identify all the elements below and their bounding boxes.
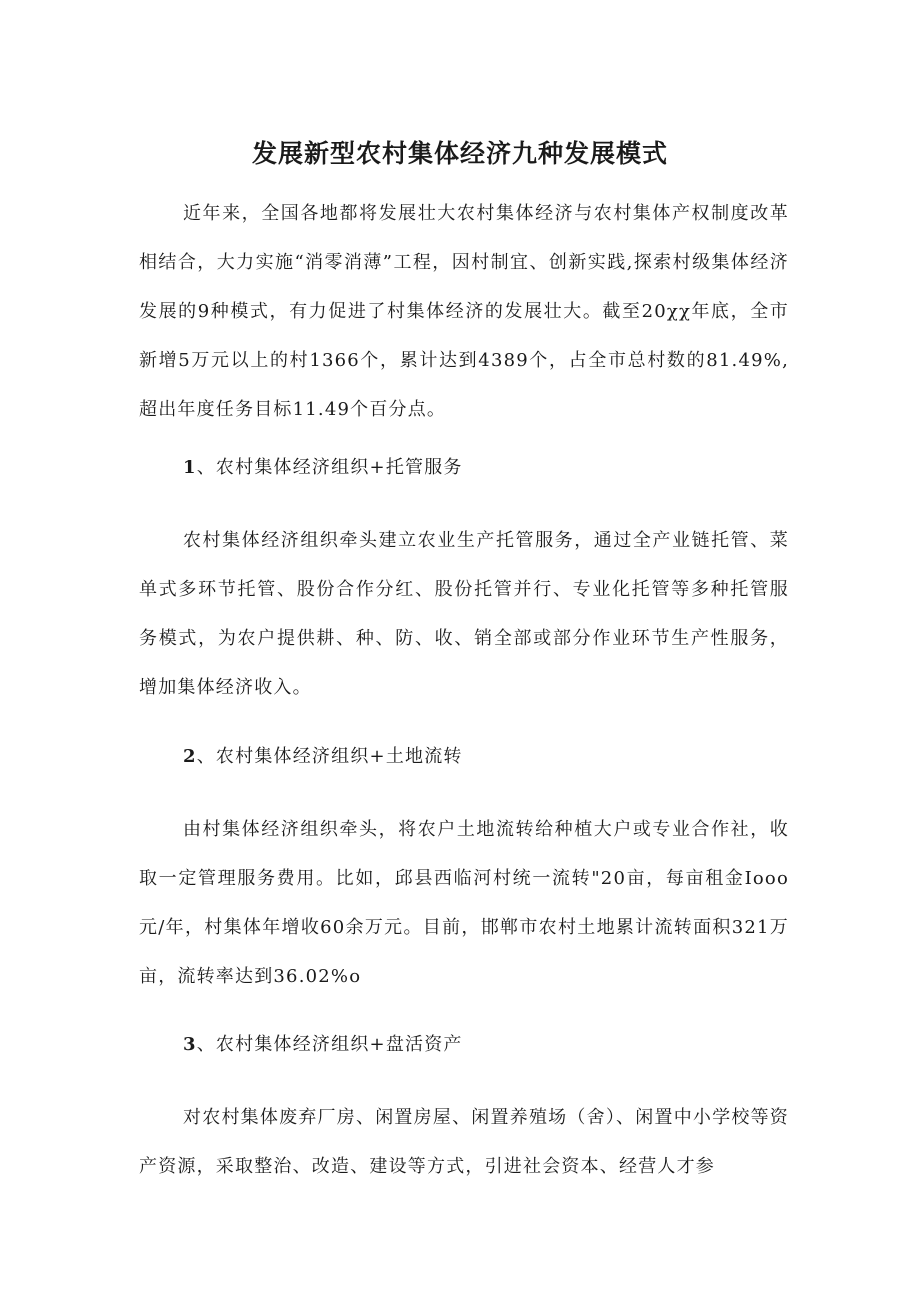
section-heading-text: 、农村集体经济组织+土地流转 (196, 746, 463, 767)
section-number: 3 (183, 1034, 197, 1055)
document-title: 发展新型农村集体经济九种发展模式 (251, 139, 668, 168)
section-heading-3 (183, 1030, 783, 1060)
section-body-1: 农村集体经济组织牵头建立农业生产托管服务，通过全产业链托管、菜单式多环节托管、股份合作分红、股份托管并行、专业化托管等多种托管服务模式，为农户提供耕、种、防、收、销全部或部分作业环节生产性服务，增加集体经济收入。 (139, 530, 789, 698)
section-heading-2 (183, 742, 783, 772)
section-body-3: 对农村集体废弃厂房、闲置房屋、闲置养殖场（舍）、闲置中小学校等资产资源，采取整治、改造、建设等方式，引进社会资本、经营人才参 (139, 1107, 789, 1177)
section-body-2: 由村集体经济组织牵头，将农户土地流转给种植大户或专业合作社，收取一定管理服务费用。比如，邱县西临河村统一流转"20亩，每亩租金Iooo元/年，村集体年增收60余万元。目前，邯郸市农村土地累计流转面积321万亩，流转率达到36.02%o (139, 819, 789, 987)
section-number: 1 (183, 457, 197, 478)
section-number: 2 (183, 746, 197, 767)
section-heading-text: 、农村集体经济组织+盘活资产 (196, 1034, 463, 1055)
section-heading-1 (183, 453, 783, 483)
intro-paragraph: 近年来，全国各地都将发展壮大农村集体经济与农村集体产权制度改革相结合，大力实施“消零消薄”工程，因村制宜、创新实践,探索村级集体经济发展的9种模式，有力促进了村集体经济的发展壮大。截至20χχ年底，全市新增5万元以上的村1366个，累计达到4389个，占全市总村数的81.49%,超出年度任务目标11.49个百分点。 (139, 203, 789, 420)
section-heading-text: 、农村集体经济组织+托管服务 (196, 457, 463, 478)
